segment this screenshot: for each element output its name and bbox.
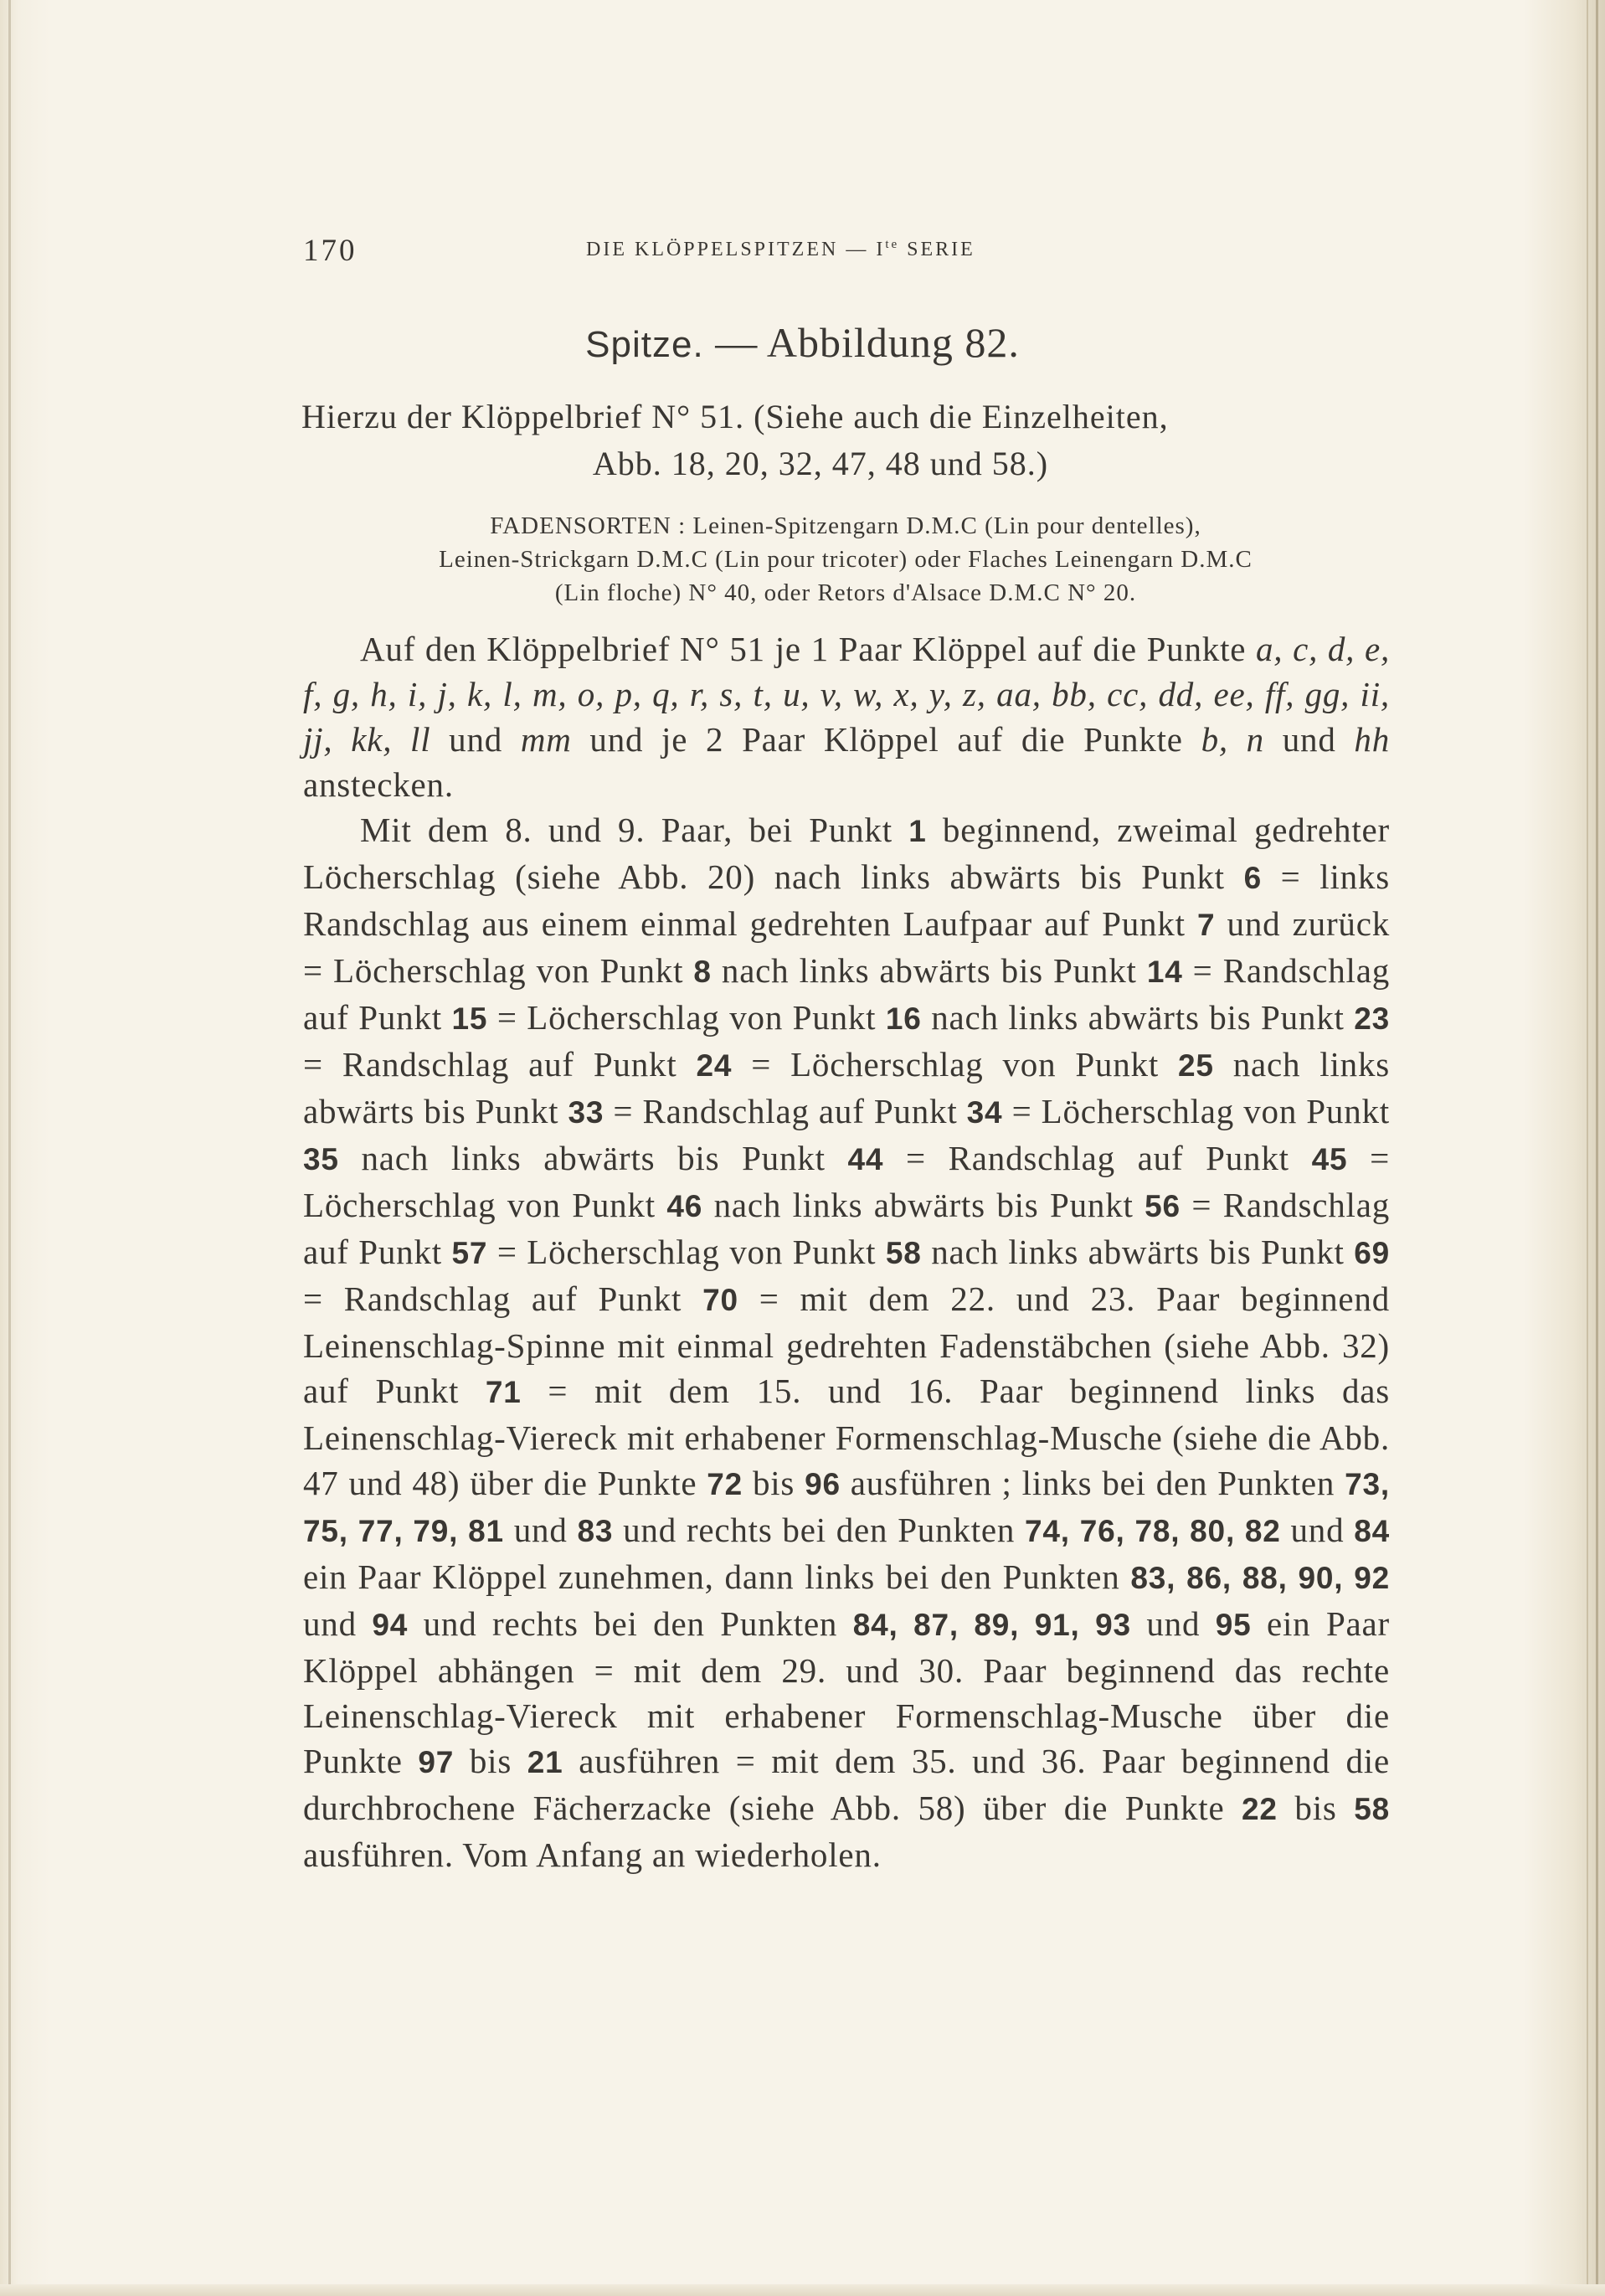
instruction-text: nach links abwärts bis Punkt [303,1045,1390,1130]
para1-text-1: Auf den Klöppelbrief N° 51 je 1 Paar Klöppel auf die Punkte [360,630,1256,668]
instruction-text: ausführen = mit dem 35. und 36. Paar beginnend die durchbrochene Fächerzacke (siehe Abb. 58) über die Punkte [303,1742,1390,1827]
instruction-text: und [1130,1604,1216,1643]
instruction-text: ein Paar Klöppel abhängen = mit dem 29. und 30. Paar beginnend das rechte Leinenschlag-Viereck mit erhabener Formenschlag-Musche über die Punkte [303,1604,1391,1780]
point-number: 44 [847,1142,884,1176]
title-lead: Spitze. [585,324,704,365]
point-number: 46 [666,1189,703,1223]
para1-text-3: und je 2 Paar Klöppel auf die Punkte [571,720,1201,759]
running-head-end: SERIE [899,239,975,260]
instruction-text: bis [743,1464,805,1502]
point-number: 84, 87, 89, 91, 93 [852,1608,1131,1642]
point-number: 45 [1311,1142,1348,1176]
point-number: 97 [418,1745,455,1779]
instruction-text: = Randschlag auf Punkt [604,1092,967,1130]
instruction-text: ausführen ; links bei den Punkten [840,1464,1345,1502]
instruction-text: Mit dem 8. und 9. Paar, bei Punkt [360,811,909,849]
point-number: 25 [1177,1048,1214,1083]
point-number: 70 [702,1283,738,1317]
running-head [586,238,975,261]
para1-point-hh: hh [1354,720,1391,759]
point-number: 57 [451,1236,488,1270]
instruction-text: nach links abwärts bis Punkt [921,1233,1355,1271]
intro-reference [301,394,1390,487]
para1-text-4: und [1263,720,1355,759]
instruction-text: und [303,1604,373,1643]
thread-materials [318,509,1373,610]
para1-text-2: und [430,720,521,759]
point-number: 7 [1196,908,1216,942]
point-number: 95 [1215,1608,1252,1642]
point-number: 6 [1243,861,1262,895]
para1-points: a, c, d, e, f, g, h, i, j, k, l, m, o, p, q, r, s, t, u, v, w, x, y, z, aa, bb, cc, dd, ee, ff, gg, ii, jj, kk, ll [303,630,1390,759]
point-number: 71 [485,1375,522,1409]
point-number: 74, 76, 78, 80, 82 [1025,1514,1281,1548]
page-bottom-edge [0,2284,1605,2296]
instruction-text: = Randschlag auf Punkt [883,1139,1312,1177]
point-number: 69 [1354,1236,1391,1270]
point-number: 56 [1145,1189,1181,1223]
materials-line-3: (Lin floche) N° 40, oder Retors d'Alsace D.M.C N° 20. [554,579,1137,606]
point-number: 83 [577,1514,614,1548]
point-number: 1 [908,814,927,848]
point-number: 21 [527,1745,563,1779]
instruction-text: nach links abwärts bis Punkt [702,1186,1145,1224]
point-number: 16 [885,1001,922,1036]
point-number: 22 [1242,1792,1278,1826]
point-number: 14 [1146,955,1183,989]
instruction-text: bis [454,1742,527,1780]
instruction-text: = Randschlag auf Punkt [303,951,1391,1037]
point-number: 24 [696,1048,733,1083]
point-number: 34 [966,1095,1003,1130]
materials-line-2: Leinen-Strickgarn D.M.C (Lin pour tricoter) oder Flaches Leinengarn D.M.C [439,546,1253,573]
instruction-text: = Löcherschlag von Punkt [487,998,886,1037]
instruction-text: = Randschlag auf Punkt [303,1279,703,1318]
point-number: 83, 86, 88, 90, 92 [1130,1561,1390,1595]
instruction-text: = Randschlag auf Punkt [303,1045,697,1084]
point-number: 58 [885,1236,922,1270]
instruction-text: = Löcherschlag von Punkt [732,1045,1178,1084]
point-number: 72 [707,1467,743,1501]
intro-line-2: Abb. 18, 20, 32, 47, 48 und 58.) [592,445,1049,482]
point-number: 73, 75, 77, 79, 81 [303,1467,1390,1548]
point-number: 58 [1354,1792,1390,1826]
instruction-text: nach links abwärts bis Punkt [921,998,1355,1037]
para1-points-b-n: b, n [1201,720,1264,759]
point-number: 35 [303,1142,339,1176]
instruction-text: nach links abwärts bis Punkt [338,1139,848,1177]
instruction-text: = Löcherschlag von Punkt [1002,1092,1390,1130]
instruction-text: nach links abwärts bis Punkt [711,951,1147,990]
page-number: 170 [303,234,358,268]
point-number: 94 [372,1608,409,1642]
instruction-text: = Löcherschlag von Punkt [487,1233,886,1271]
point-number: 96 [805,1467,841,1501]
instruction-text: ausführen. Vom Anfang an wiederholen. [303,1835,882,1874]
instruction-text: = mit dem 22. und 23. Paar beginnend Leinenschlag-Spinne mit einmal gedrehten Fadenstäbchen (siehe Abb. 32) auf Punkt [303,1279,1390,1410]
instruction-text: beginnend, zweimal gedrehter Löcherschlag (siehe Abb. 20) nach links abwärts bis Punkt [303,811,1390,896]
running-head-sup: te [885,238,900,251]
intro-line-1: Hierzu der Klöppelbrief N° 51. (Siehe auch die Einzelheiten, [301,398,1169,435]
point-number: 15 [451,1001,488,1036]
title-rest: — Abbildung 82. [703,319,1020,366]
point-number: 23 [1354,1001,1391,1036]
instruction-text: = Randschlag auf Punkt [303,1186,1390,1271]
para1-point-mm: mm [520,720,572,759]
instruction-text: ein Paar Klöppel zunehmen, dann links bei den Punkten [303,1557,1131,1596]
section-title [0,318,1605,367]
instruction-text: und zurück = Löcherschlag von Punkt [303,904,1390,990]
point-number: 8 [693,955,712,989]
paragraph-instructions [303,807,1390,1877]
instruction-text: und [1280,1511,1355,1549]
instruction-text: und rechts bei den Punkten [408,1604,853,1643]
paragraph-setup [303,626,1390,807]
para1-text-5: anstecken. [303,765,454,804]
instruction-text: = links Randschlag aus einem einmal gedrehten Laufpaar auf Punkt [303,857,1390,943]
running-head-text: DIE KLÖPPELSPITZEN — I [586,239,886,260]
instructions-body [303,626,1390,1877]
point-number: 33 [568,1095,604,1130]
instruction-text: und rechts bei den Punkten [613,1511,1026,1549]
instruction-text: und [503,1511,578,1549]
materials-line-1: FADENSORTEN : Leinen-Spitzengarn D.M.C (Lin pour dentelles), [490,512,1201,539]
point-number: 84 [1354,1514,1391,1548]
page-header [303,233,1140,266]
instruction-text: bis [1277,1789,1355,1827]
instruction-text: = mit dem 15. und 16. Paar beginnend links das Leinenschlag-Viereck mit erhabener Formenschlag-Musche (siehe die Abb. 47 und 48) über die Punkte [303,1372,1391,1502]
instruction-text: = Löcherschlag von Punkt [303,1139,1390,1224]
